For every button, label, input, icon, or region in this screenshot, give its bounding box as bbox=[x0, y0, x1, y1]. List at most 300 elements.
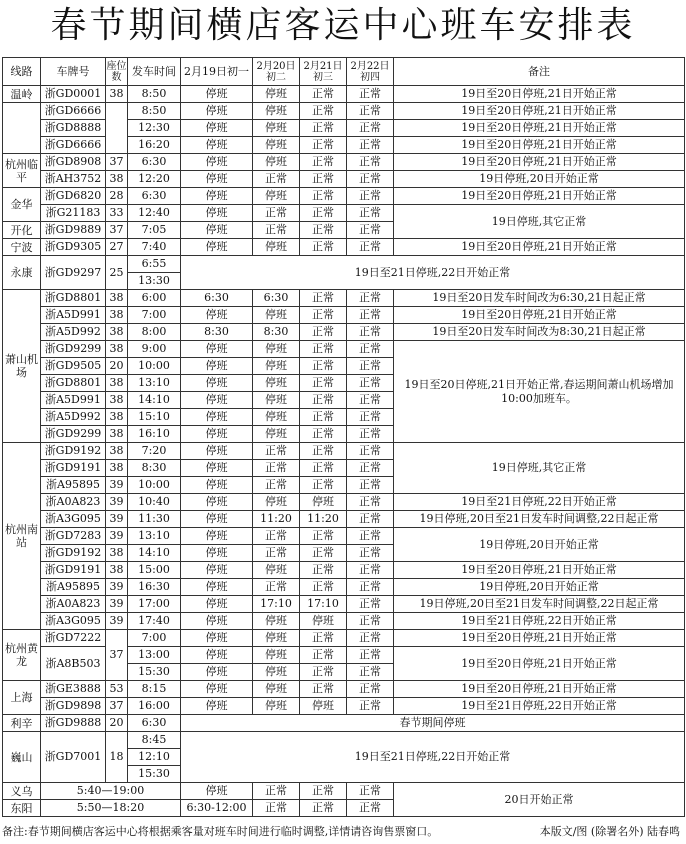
d19-status-cell: 停班 bbox=[181, 664, 253, 681]
plate-cell: 浙AH3752 bbox=[41, 171, 106, 188]
seats-cell: 39 bbox=[106, 494, 128, 511]
seats-cell: 39 bbox=[106, 579, 128, 596]
d19-status-cell: 停班 bbox=[181, 596, 253, 613]
note-cell: 19日至20日发车时间改为8:30,21日起正常 bbox=[394, 324, 685, 341]
header-plate: 车牌号 bbox=[41, 58, 106, 86]
plate-cell: 浙GD9299 bbox=[41, 341, 106, 358]
route-cell: 杭州临平 bbox=[3, 154, 41, 188]
note-cell: 19日停班,20日至21日发车时间调整,22日起正常 bbox=[394, 511, 685, 528]
d22-status-cell: 正常 bbox=[347, 511, 394, 528]
d22-status-cell: 正常 bbox=[347, 562, 394, 579]
route-cell: 利辛 bbox=[3, 715, 41, 732]
seats-cell: 38 bbox=[106, 171, 128, 188]
table-row bbox=[3, 613, 685, 630]
table-row bbox=[3, 630, 685, 647]
d21-status-cell: 正常 bbox=[300, 154, 347, 171]
note-cell: 春节期间停班 bbox=[181, 715, 685, 732]
d22-status-cell: 正常 bbox=[347, 188, 394, 205]
route-cell: 上海 bbox=[3, 681, 41, 715]
d22-status-cell: 正常 bbox=[347, 647, 394, 664]
d22-status-cell: 正常 bbox=[347, 307, 394, 324]
d22-status-cell: 正常 bbox=[347, 664, 394, 681]
d20-status-cell: 停班 bbox=[253, 613, 300, 630]
depart-time-cell: 6:00 bbox=[128, 290, 181, 307]
d19-status-cell: 6:30 bbox=[181, 290, 253, 307]
depart-time-cell: 16:30 bbox=[128, 579, 181, 596]
d20-status-cell: 停班 bbox=[253, 358, 300, 375]
seats-cell: 38 bbox=[106, 86, 128, 103]
d22-status-cell: 正常 bbox=[347, 103, 394, 120]
route-cell bbox=[3, 103, 41, 154]
plate-cell: 浙G21183 bbox=[41, 205, 106, 222]
depart-time-cell: 8:45 bbox=[128, 732, 181, 749]
note-cell: 19日至20日停班,21日开始正常 bbox=[394, 86, 685, 103]
d21-status-cell: 正常 bbox=[300, 409, 347, 426]
d20-status-cell: 停班 bbox=[253, 698, 300, 715]
d20-status-cell: 停班 bbox=[253, 409, 300, 426]
seats-cell: 37 bbox=[106, 698, 128, 715]
header-row bbox=[3, 58, 685, 86]
d21-status-cell: 正常 bbox=[300, 86, 347, 103]
d19-status-cell: 停班 bbox=[181, 375, 253, 392]
d19-status-cell: 停班 bbox=[181, 528, 253, 545]
d21-status-cell: 正常 bbox=[300, 460, 347, 477]
depart-time-cell: 12:40 bbox=[128, 205, 181, 222]
depart-time-cell: 6:30 bbox=[128, 154, 181, 171]
note-cell: 19日至21日停班,22日开始正常 bbox=[394, 613, 685, 630]
d22-status-cell: 正常 bbox=[347, 341, 394, 358]
d20-status-cell: 正常 bbox=[253, 783, 300, 800]
d22-status-cell: 正常 bbox=[347, 358, 394, 375]
table-row bbox=[3, 120, 685, 137]
d21-status-cell: 正常 bbox=[300, 120, 347, 137]
note-cell: 19日停班,20日开始正常 bbox=[394, 579, 685, 596]
seats-cell: 38 bbox=[106, 307, 128, 324]
d21-status-cell: 正常 bbox=[300, 477, 347, 494]
note-cell: 19日停班,其它正常 bbox=[394, 443, 685, 494]
d22-status-cell: 正常 bbox=[347, 783, 394, 800]
d19-status-cell: 停班 bbox=[181, 307, 253, 324]
d20-status-cell: 正常 bbox=[253, 460, 300, 477]
d22-status-cell: 正常 bbox=[347, 290, 394, 307]
table-row bbox=[3, 528, 685, 545]
d19-status-cell: 停班 bbox=[181, 222, 253, 239]
seats-cell: 18 bbox=[106, 732, 128, 783]
depart-time-cell: 16:20 bbox=[128, 137, 181, 154]
table-row bbox=[3, 324, 685, 341]
plate-cell: 浙GD0001 bbox=[41, 86, 106, 103]
seats-cell: 38 bbox=[106, 562, 128, 579]
note-cell: 19日至20日停班,21日开始正常 bbox=[394, 188, 685, 205]
depart-time-cell: 13:10 bbox=[128, 528, 181, 545]
d21-status-cell: 正常 bbox=[300, 545, 347, 562]
d20-status-cell: 停班 bbox=[253, 426, 300, 443]
d21-status-cell: 正常 bbox=[300, 222, 347, 239]
d19-status-cell: 停班 bbox=[181, 647, 253, 664]
seats-cell: 27 bbox=[106, 239, 128, 256]
d19-status-cell: 停班 bbox=[181, 460, 253, 477]
time-range-cell: 5:50—18:20 bbox=[41, 800, 181, 817]
depart-time-cell: 12:30 bbox=[128, 120, 181, 137]
plate-cell: 浙A5D992 bbox=[41, 324, 106, 341]
table-row bbox=[3, 188, 685, 205]
seats-cell: 37 bbox=[106, 154, 128, 171]
d20-status-cell: 停班 bbox=[253, 664, 300, 681]
d20-status-cell: 停班 bbox=[253, 120, 300, 137]
table-row bbox=[3, 596, 685, 613]
note-cell: 19日至20日停班,21日开始正常 bbox=[394, 239, 685, 256]
depart-time-cell: 10:40 bbox=[128, 494, 181, 511]
plate-cell: 浙GD9889 bbox=[41, 222, 106, 239]
d19-status-cell: 停班 bbox=[181, 392, 253, 409]
d22-status-cell: 正常 bbox=[347, 698, 394, 715]
page-title: 春节期间横店客运中心班车安排表 bbox=[50, 5, 636, 46]
seats-cell: 39 bbox=[106, 511, 128, 528]
table-row bbox=[3, 86, 685, 103]
header-d22: 2月22日 初四 bbox=[347, 58, 394, 86]
d22-status-cell: 正常 bbox=[347, 528, 394, 545]
d22-status-cell: 正常 bbox=[347, 324, 394, 341]
plate-cell: 浙GD9898 bbox=[41, 698, 106, 715]
depart-time-cell: 15:30 bbox=[128, 766, 181, 783]
d20-status-cell: 停班 bbox=[253, 375, 300, 392]
d20-status-cell: 8:30 bbox=[253, 324, 300, 341]
table-row bbox=[3, 171, 685, 188]
seats-cell: 53 bbox=[106, 681, 128, 698]
d21-status-cell: 停班 bbox=[300, 698, 347, 715]
d20-status-cell: 停班 bbox=[253, 188, 300, 205]
d22-status-cell: 正常 bbox=[347, 494, 394, 511]
depart-time-cell: 8:30 bbox=[128, 460, 181, 477]
d21-status-cell: 正常 bbox=[300, 341, 347, 358]
d22-status-cell: 正常 bbox=[347, 443, 394, 460]
seats-cell: 38 bbox=[106, 392, 128, 409]
seats-cell: 33 bbox=[106, 205, 128, 222]
depart-time-cell: 6:55 bbox=[128, 256, 181, 273]
d19-status-cell: 6:30-12:00 bbox=[181, 800, 253, 817]
d20-status-cell: 正常 bbox=[253, 443, 300, 460]
seats-cell: 20 bbox=[106, 715, 128, 732]
depart-time-cell: 7:05 bbox=[128, 222, 181, 239]
note-cell: 19日至21日停班,22日开始正常 bbox=[394, 698, 685, 715]
table-row bbox=[3, 103, 685, 120]
d21-status-cell: 11:20 bbox=[300, 511, 347, 528]
plate-cell: 浙GD6666 bbox=[41, 103, 106, 120]
plate-cell: 浙A0A823 bbox=[41, 596, 106, 613]
note-cell: 19日停班,20日开始正常 bbox=[394, 171, 685, 188]
d20-status-cell: 停班 bbox=[253, 630, 300, 647]
seats-cell bbox=[106, 103, 128, 154]
seats-cell: 38 bbox=[106, 443, 128, 460]
d20-status-cell: 停班 bbox=[253, 86, 300, 103]
table-row bbox=[3, 239, 685, 256]
route-cell: 永康 bbox=[3, 256, 41, 290]
d22-status-cell: 正常 bbox=[347, 545, 394, 562]
d22-status-cell: 正常 bbox=[347, 800, 394, 817]
d19-status-cell: 8:30 bbox=[181, 324, 253, 341]
route-cell: 萧山机场 bbox=[3, 290, 41, 443]
d22-status-cell: 正常 bbox=[347, 154, 394, 171]
d20-status-cell: 停班 bbox=[253, 647, 300, 664]
footer bbox=[2, 824, 684, 840]
table-row bbox=[3, 681, 685, 698]
table-row bbox=[3, 307, 685, 324]
plate-cell: 浙GD9192 bbox=[41, 443, 106, 460]
note-cell: 19日至20日停班,21日开始正常 bbox=[394, 681, 685, 698]
d19-status-cell: 停班 bbox=[181, 562, 253, 579]
plate-cell: 浙GE3888 bbox=[41, 681, 106, 698]
d22-status-cell: 正常 bbox=[347, 579, 394, 596]
d19-status-cell: 停班 bbox=[181, 120, 253, 137]
plate-cell: 浙A8B503 bbox=[41, 647, 106, 681]
table-row bbox=[3, 290, 685, 307]
note-cell: 19日停班,20日至21日发车时间调整,22日起正常 bbox=[394, 596, 685, 613]
d21-status-cell: 正常 bbox=[300, 103, 347, 120]
plate-cell: 浙A95895 bbox=[41, 579, 106, 596]
plate-cell: 浙GD7001 bbox=[41, 732, 106, 783]
depart-time-cell: 13:00 bbox=[128, 647, 181, 664]
d21-status-cell: 正常 bbox=[300, 647, 347, 664]
d19-status-cell: 停班 bbox=[181, 171, 253, 188]
d19-status-cell: 停班 bbox=[181, 477, 253, 494]
route-cell: 温岭 bbox=[3, 86, 41, 103]
depart-time-cell: 17:40 bbox=[128, 613, 181, 630]
note-cell: 19日至20日停班,21日开始正常 bbox=[394, 562, 685, 579]
plate-cell: 浙GD8908 bbox=[41, 154, 106, 171]
header-d21: 2月21日 初三 bbox=[300, 58, 347, 86]
depart-time-cell: 17:00 bbox=[128, 596, 181, 613]
note-cell: 19日至21日停班,22日开始正常 bbox=[181, 732, 685, 783]
d20-status-cell: 正常 bbox=[253, 205, 300, 222]
note-cell: 19日至21日停班,22日开始正常 bbox=[181, 256, 685, 290]
depart-time-cell: 10:00 bbox=[128, 477, 181, 494]
d22-status-cell: 正常 bbox=[347, 681, 394, 698]
d20-status-cell: 17:10 bbox=[253, 596, 300, 613]
d21-status-cell: 正常 bbox=[300, 188, 347, 205]
d22-status-cell: 正常 bbox=[347, 239, 394, 256]
d21-status-cell: 正常 bbox=[300, 528, 347, 545]
d19-status-cell: 停班 bbox=[181, 358, 253, 375]
table-row bbox=[3, 137, 685, 154]
d21-status-cell: 正常 bbox=[300, 239, 347, 256]
table-row bbox=[3, 732, 685, 749]
d21-status-cell: 正常 bbox=[300, 783, 347, 800]
plate-cell: 浙GD6666 bbox=[41, 137, 106, 154]
table-row bbox=[3, 698, 685, 715]
d21-status-cell: 正常 bbox=[300, 171, 347, 188]
depart-time-cell: 15:10 bbox=[128, 409, 181, 426]
d19-status-cell: 停班 bbox=[181, 494, 253, 511]
d19-status-cell: 停班 bbox=[181, 698, 253, 715]
d21-status-cell: 正常 bbox=[300, 375, 347, 392]
seats-cell: 39 bbox=[106, 613, 128, 630]
header-d19: 2月19日初一 bbox=[181, 58, 253, 86]
route-cell: 杭州南站 bbox=[3, 443, 41, 630]
d20-status-cell: 11:20 bbox=[253, 511, 300, 528]
depart-time-cell: 7:00 bbox=[128, 630, 181, 647]
d21-status-cell: 停班 bbox=[300, 494, 347, 511]
depart-time-cell: 11:30 bbox=[128, 511, 181, 528]
route-cell: 宁波 bbox=[3, 239, 41, 256]
plate-cell: 浙GD9505 bbox=[41, 358, 106, 375]
d20-status-cell: 6:30 bbox=[253, 290, 300, 307]
route-cell: 金华 bbox=[3, 188, 41, 222]
d20-status-cell: 停班 bbox=[253, 154, 300, 171]
plate-cell: 浙GD9191 bbox=[41, 460, 106, 477]
d22-status-cell: 正常 bbox=[347, 86, 394, 103]
d19-status-cell: 停班 bbox=[181, 188, 253, 205]
depart-time-cell: 15:00 bbox=[128, 562, 181, 579]
seats-cell: 38 bbox=[106, 545, 128, 562]
plate-cell: 浙GD9888 bbox=[41, 715, 106, 732]
d20-status-cell: 正常 bbox=[253, 545, 300, 562]
route-cell: 开化 bbox=[3, 222, 41, 239]
depart-time-cell: 7:00 bbox=[128, 307, 181, 324]
table-row bbox=[3, 579, 685, 596]
depart-time-cell: 10:00 bbox=[128, 358, 181, 375]
plate-cell: 浙A3G095 bbox=[41, 511, 106, 528]
depart-time-cell: 8:00 bbox=[128, 324, 181, 341]
d20-status-cell: 正常 bbox=[253, 528, 300, 545]
note-cell: 19日至20日停班,21日开始正常 bbox=[394, 630, 685, 647]
seats-cell: 38 bbox=[106, 341, 128, 358]
table-row bbox=[3, 783, 685, 800]
table-row bbox=[3, 256, 685, 273]
table-row bbox=[3, 205, 685, 222]
footer-remark: 备注:春节期间横店客运中心将根据乘客量对班车时间进行临时调整,详情请咨询售票窗口。 bbox=[2, 825, 439, 838]
table-row bbox=[3, 562, 685, 579]
d20-status-cell: 停班 bbox=[253, 681, 300, 698]
d21-status-cell: 停班 bbox=[300, 613, 347, 630]
note-cell: 19日至20日停班,21日开始正常 bbox=[394, 120, 685, 137]
d19-status-cell: 停班 bbox=[181, 103, 253, 120]
time-range-cell: 5:40—19:00 bbox=[41, 783, 181, 800]
seats-cell: 38 bbox=[106, 460, 128, 477]
route-cell: 东阳 bbox=[3, 800, 41, 817]
depart-time-cell: 12:20 bbox=[128, 171, 181, 188]
plate-cell: 浙GD6820 bbox=[41, 188, 106, 205]
table-row bbox=[3, 341, 685, 358]
header-note: 备注 bbox=[394, 58, 685, 86]
d21-status-cell: 正常 bbox=[300, 137, 347, 154]
d21-status-cell: 正常 bbox=[300, 392, 347, 409]
seats-cell: 39 bbox=[106, 596, 128, 613]
d22-status-cell: 正常 bbox=[347, 630, 394, 647]
depart-time-cell: 9:00 bbox=[128, 341, 181, 358]
note-cell: 19日至20日停班,21日开始正常,春运期间萧山机场增加10:00加班车。 bbox=[394, 341, 685, 443]
d20-status-cell: 停班 bbox=[253, 103, 300, 120]
note-cell: 19日停班,20日开始正常 bbox=[394, 528, 685, 562]
plate-cell: 浙GD7222 bbox=[41, 630, 106, 647]
seats-cell: 38 bbox=[106, 324, 128, 341]
d22-status-cell: 正常 bbox=[347, 477, 394, 494]
depart-time-cell: 7:20 bbox=[128, 443, 181, 460]
plate-cell: 浙GD7283 bbox=[41, 528, 106, 545]
plate-cell: 浙A5D991 bbox=[41, 307, 106, 324]
depart-time-cell: 16:10 bbox=[128, 426, 181, 443]
d20-status-cell: 正常 bbox=[253, 800, 300, 817]
plate-cell: 浙GD9305 bbox=[41, 239, 106, 256]
note-cell: 19日至20日停班,21日开始正常 bbox=[394, 647, 685, 681]
plate-cell: 浙GD8888 bbox=[41, 120, 106, 137]
plate-cell: 浙GD9297 bbox=[41, 256, 106, 290]
d19-status-cell: 停班 bbox=[181, 681, 253, 698]
plate-cell: 浙GD8801 bbox=[41, 290, 106, 307]
d19-status-cell: 停班 bbox=[181, 154, 253, 171]
seats-cell: 25 bbox=[106, 256, 128, 290]
note-cell: 19日至20日停班,21日开始正常 bbox=[394, 154, 685, 171]
plate-cell: 浙GD9299 bbox=[41, 426, 106, 443]
plate-cell: 浙GD9192 bbox=[41, 545, 106, 562]
plate-cell: 浙A95895 bbox=[41, 477, 106, 494]
seats-cell: 38 bbox=[106, 375, 128, 392]
d21-status-cell: 正常 bbox=[300, 681, 347, 698]
seats-cell: 39 bbox=[106, 528, 128, 545]
note-cell: 19日停班,其它正常 bbox=[394, 205, 685, 239]
d22-status-cell: 正常 bbox=[347, 596, 394, 613]
d19-status-cell: 停班 bbox=[181, 426, 253, 443]
d22-status-cell: 正常 bbox=[347, 613, 394, 630]
d22-status-cell: 正常 bbox=[347, 222, 394, 239]
note-cell: 19日至20日停班,21日开始正常 bbox=[394, 137, 685, 154]
depart-time-cell: 7:40 bbox=[128, 239, 181, 256]
d20-status-cell: 停班 bbox=[253, 239, 300, 256]
seats-cell: 38 bbox=[106, 290, 128, 307]
plate-cell: 浙GD9191 bbox=[41, 562, 106, 579]
plate-cell: 浙A3G095 bbox=[41, 613, 106, 630]
d21-status-cell: 正常 bbox=[300, 630, 347, 647]
table-row bbox=[3, 647, 685, 664]
d21-status-cell: 正常 bbox=[300, 290, 347, 307]
d22-status-cell: 正常 bbox=[347, 205, 394, 222]
footer-credit: 本版文/图 (除署名外) 陆春鸣 bbox=[539, 825, 680, 838]
d22-status-cell: 正常 bbox=[347, 120, 394, 137]
depart-time-cell: 8:50 bbox=[128, 103, 181, 120]
d20-status-cell: 停班 bbox=[253, 494, 300, 511]
d20-status-cell: 停班 bbox=[253, 137, 300, 154]
table-row bbox=[3, 154, 685, 171]
d22-status-cell: 正常 bbox=[347, 171, 394, 188]
d19-status-cell: 停班 bbox=[181, 137, 253, 154]
d21-status-cell: 正常 bbox=[300, 443, 347, 460]
depart-time-cell: 14:10 bbox=[128, 392, 181, 409]
plate-cell: 浙A5D991 bbox=[41, 392, 106, 409]
header-depart: 发车时间 bbox=[128, 58, 181, 86]
d20-status-cell: 正常 bbox=[253, 579, 300, 596]
d19-status-cell: 停班 bbox=[181, 409, 253, 426]
schedule-table bbox=[2, 57, 685, 817]
d19-status-cell: 停班 bbox=[181, 579, 253, 596]
depart-time-cell: 12:10 bbox=[128, 749, 181, 766]
d19-status-cell: 停班 bbox=[181, 86, 253, 103]
d21-status-cell: 正常 bbox=[300, 307, 347, 324]
depart-time-cell: 8:50 bbox=[128, 86, 181, 103]
d21-status-cell: 正常 bbox=[300, 426, 347, 443]
note-cell: 19日至20日停班,21日开始正常 bbox=[394, 103, 685, 120]
plate-cell: 浙GD8801 bbox=[41, 375, 106, 392]
note-cell: 19日至20日停班,21日开始正常 bbox=[394, 307, 685, 324]
route-cell: 杭州黄龙 bbox=[3, 630, 41, 681]
depart-time-cell: 13:10 bbox=[128, 375, 181, 392]
d19-status-cell: 停班 bbox=[181, 443, 253, 460]
seats-cell: 28 bbox=[106, 188, 128, 205]
d19-status-cell: 停班 bbox=[181, 613, 253, 630]
seats-cell: 38 bbox=[106, 426, 128, 443]
d22-status-cell: 正常 bbox=[347, 392, 394, 409]
depart-time-cell: 14:10 bbox=[128, 545, 181, 562]
d22-status-cell: 正常 bbox=[347, 375, 394, 392]
route-cell: 义乌 bbox=[3, 783, 41, 800]
